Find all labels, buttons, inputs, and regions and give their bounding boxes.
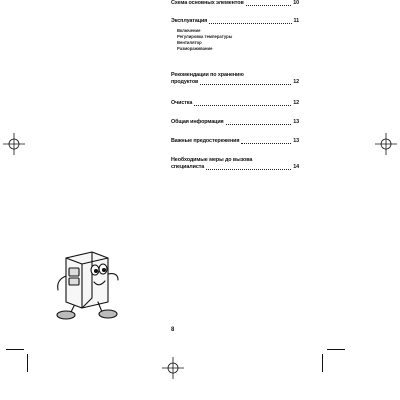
toc-entry-scheme: Схема основных элементов 10 bbox=[171, 0, 299, 6]
trim-mark-icon bbox=[322, 354, 323, 372]
page-number: 8 bbox=[171, 327, 175, 333]
toc-subitem: Включение bbox=[177, 28, 201, 33]
registration-mark-icon bbox=[375, 133, 397, 155]
registration-mark-icon bbox=[3, 133, 25, 155]
fridge-mascot-icon bbox=[48, 250, 128, 322]
toc-entry-cleaning: Очистка 12 bbox=[171, 100, 299, 106]
toc-entry-operation: Эксплуатация 11 bbox=[171, 18, 299, 24]
toc-entry-service: Необходимые меры до вызова специалиста 14 bbox=[171, 157, 299, 170]
trim-mark-icon bbox=[27, 354, 28, 372]
toc-subitem: Регулировка температуры bbox=[177, 34, 233, 39]
toc-subitem: Размораживание bbox=[177, 46, 213, 51]
trim-mark-icon bbox=[327, 349, 345, 350]
toc-entry-precautions: Важные предостережения 13 bbox=[171, 138, 299, 144]
registration-mark-icon bbox=[162, 357, 184, 379]
toc-entry-general: Общая информация 13 bbox=[171, 119, 299, 125]
toc-entry-storage: Рекомендации по хранению продуктов 12 bbox=[171, 72, 299, 85]
toc-subitems-operation bbox=[177, 28, 277, 52]
toc-subitem: Вентилятор bbox=[177, 40, 202, 45]
trim-mark-icon bbox=[6, 349, 24, 350]
